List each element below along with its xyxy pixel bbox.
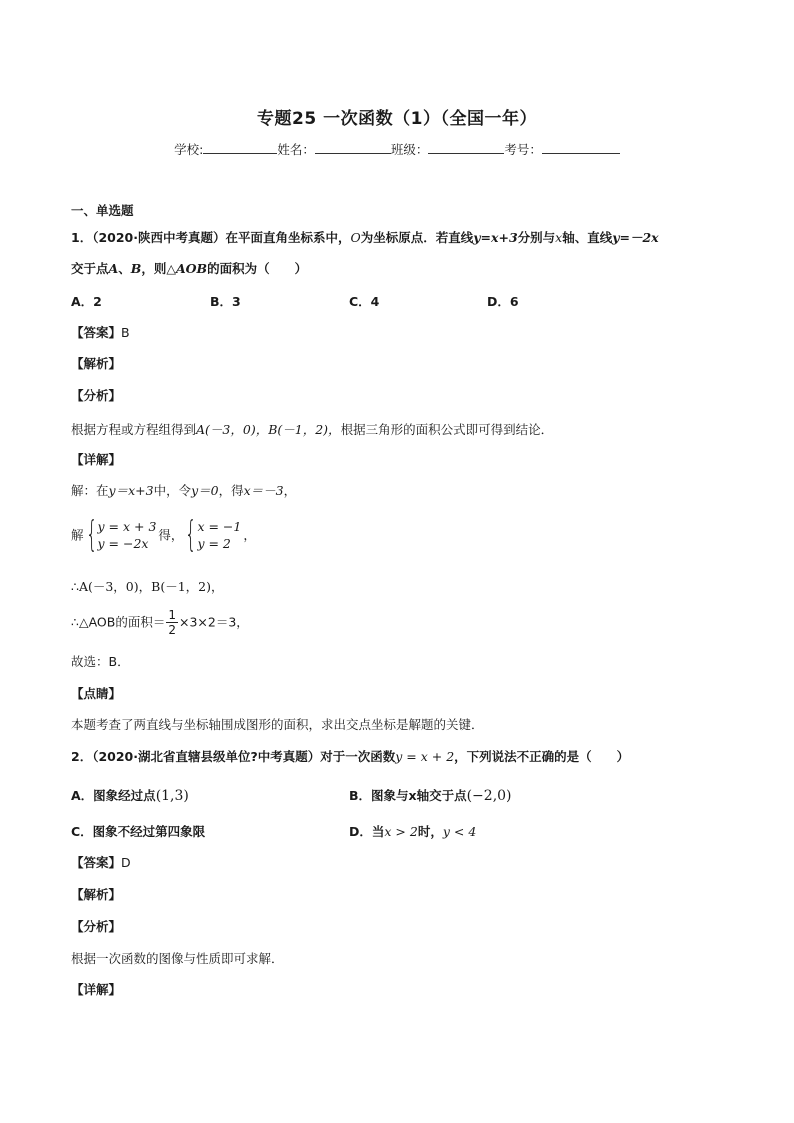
q1-step2 — [71, 514, 734, 555]
school-blank[interactable] — [203, 141, 277, 154]
system-row: y = −2x — [97, 536, 149, 551]
q1-text: 在平面直角坐标系中， — [225, 230, 351, 245]
option-math: x > 2 — [384, 824, 418, 839]
document-title: 专题25 一次函数（1）（全国一年） — [257, 109, 537, 129]
step-text: ∴△AOB — [71, 614, 116, 630]
q1-point-b: B — [130, 261, 142, 276]
fraction-numerator: 1 — [168, 608, 176, 622]
step-text: 得， — [158, 527, 184, 543]
q1-text: 为坐标原点．若直线 — [360, 230, 474, 245]
option-math: (−2,0) — [466, 788, 512, 804]
answer-label: 【答案】 — [71, 325, 122, 340]
q1-stem-line2 — [71, 260, 734, 278]
brace-icon: { — [185, 514, 197, 555]
q1-line2: y=－2x — [612, 230, 659, 245]
q1-source: （2020·陕西中考真题） — [92, 230, 226, 245]
q2-detail-label: 【详解】 — [71, 982, 122, 997]
system-row: y = x + 3 — [97, 519, 157, 534]
option-math: y < 4 — [442, 824, 477, 839]
option-text: B．图象与x轴交于点 — [349, 788, 467, 803]
q1-detail-label: 【详解】 — [71, 452, 122, 467]
system-row: x = −1 — [197, 519, 242, 534]
q1-text: 轴、直线 — [562, 230, 613, 245]
q1-var-x: x — [555, 230, 563, 245]
q1-var-o: O — [350, 230, 361, 245]
q2-function: y = x + 2 — [395, 749, 455, 764]
q1-point-a: A — [108, 261, 119, 276]
q1-dianjing-text: 本题考查了两直线与坐标轴围成图形的面积，求出交点坐标是解题的关键． — [71, 717, 484, 732]
student-info-line — [0, 140, 794, 158]
step-text: 中，令 — [153, 483, 192, 498]
q1-step3 — [71, 578, 734, 596]
fraction-one-half — [166, 608, 178, 637]
q1-text: ，则△ — [141, 261, 176, 276]
step-text: ，得 — [218, 483, 244, 498]
class-blank[interactable] — [428, 141, 504, 154]
q1-stem-line1 — [71, 229, 734, 247]
name-blank[interactable] — [315, 141, 391, 154]
option-math: (1,3) — [155, 788, 189, 804]
step-math: y＝x+3 — [108, 483, 154, 498]
q1-step4 — [71, 608, 734, 637]
q1-text: 交于点 — [71, 261, 109, 276]
q1-number: 1． — [71, 230, 93, 245]
school-label: 学校: — [174, 142, 204, 157]
q1-step5: 故选：B． — [71, 654, 130, 669]
q1-text: 的面积为（ ） — [207, 261, 308, 276]
section-heading: 一、单选题 — [71, 203, 134, 218]
option-text: A．图象经过点 — [71, 788, 156, 803]
answer-label: 【答案】 — [71, 855, 122, 870]
q2-source: （2020·湖北省直辖县级单位?中考真题） — [92, 749, 321, 764]
q2-text: 对于一次函数 — [320, 749, 396, 764]
exam-no-blank[interactable] — [542, 141, 620, 154]
q2-option-c: C．图象不经过第四象限 — [71, 824, 206, 839]
q2-option-d — [349, 822, 476, 840]
q1-option-d: D．6 — [487, 294, 519, 309]
q1-option-c: C．4 — [349, 294, 380, 309]
q1-analysis-label: 【解析】 — [71, 356, 122, 371]
class-label: 班级： — [390, 142, 429, 157]
q1-text: 、 — [118, 261, 131, 276]
q1-option-a: A．2 — [71, 294, 102, 309]
q1-answer — [71, 324, 734, 342]
system-row: y = 2 — [197, 536, 231, 551]
q2-option-b — [349, 786, 512, 804]
q1-triangle: AOB — [175, 261, 208, 276]
brace-icon: { — [85, 514, 97, 555]
q2-fenxi-label: 【分析】 — [71, 919, 122, 934]
q2-number: 2． — [71, 749, 93, 764]
q1-step1 — [71, 482, 734, 500]
option-text: 时， — [417, 824, 443, 839]
equation-system-2 — [185, 514, 242, 555]
option-text: D．当 — [349, 824, 385, 839]
q2-analysis-label: 【解析】 — [71, 887, 122, 902]
q2-answer — [71, 854, 734, 872]
exam-no-label: 考号： — [504, 142, 542, 157]
q2-text: ，下列说法不正确的是（ ） — [454, 749, 630, 764]
step-math: x＝－3 — [243, 483, 284, 498]
step-text: ， — [283, 483, 297, 498]
q1-fenxi-label: 【分析】 — [71, 388, 122, 403]
q1-text: 分别与 — [517, 230, 556, 245]
q1-line1: y=x+3 — [473, 230, 518, 245]
fenxi-point-a: A(－3，0)， — [196, 422, 269, 437]
equation-system-1 — [85, 514, 157, 555]
step-text: ， — [243, 527, 256, 543]
answer-value: D — [121, 855, 131, 870]
q1-option-b: B．3 — [210, 294, 241, 309]
step-text: 解 — [71, 527, 84, 543]
q2-fenxi-text: 根据一次函数的图像与性质即可求解． — [71, 951, 284, 966]
q1-dianjing-label: 【点睛】 — [71, 686, 122, 701]
answer-value: B — [121, 325, 130, 340]
q2-option-a — [71, 786, 189, 804]
step-text: ×3×2＝3， — [178, 614, 249, 630]
fraction-denominator: 2 — [168, 623, 176, 637]
fenxi-text: 根据方程或方程组得到 — [71, 422, 197, 437]
fenxi-point-b: B(－1，2)， — [268, 422, 341, 437]
name-label: 姓名： — [277, 142, 315, 157]
q1-fenxi-text — [71, 421, 734, 439]
fenxi-text: 根据三角形的面积公式即可得到结论． — [340, 422, 554, 437]
step-text: 的面积＝ — [115, 614, 166, 630]
step-text: 解：在 — [71, 483, 109, 498]
step-math: ∴A(－3，0)，B(－1，2)， — [71, 579, 224, 594]
step-math: y＝0 — [191, 483, 219, 498]
q2-stem — [71, 748, 734, 766]
